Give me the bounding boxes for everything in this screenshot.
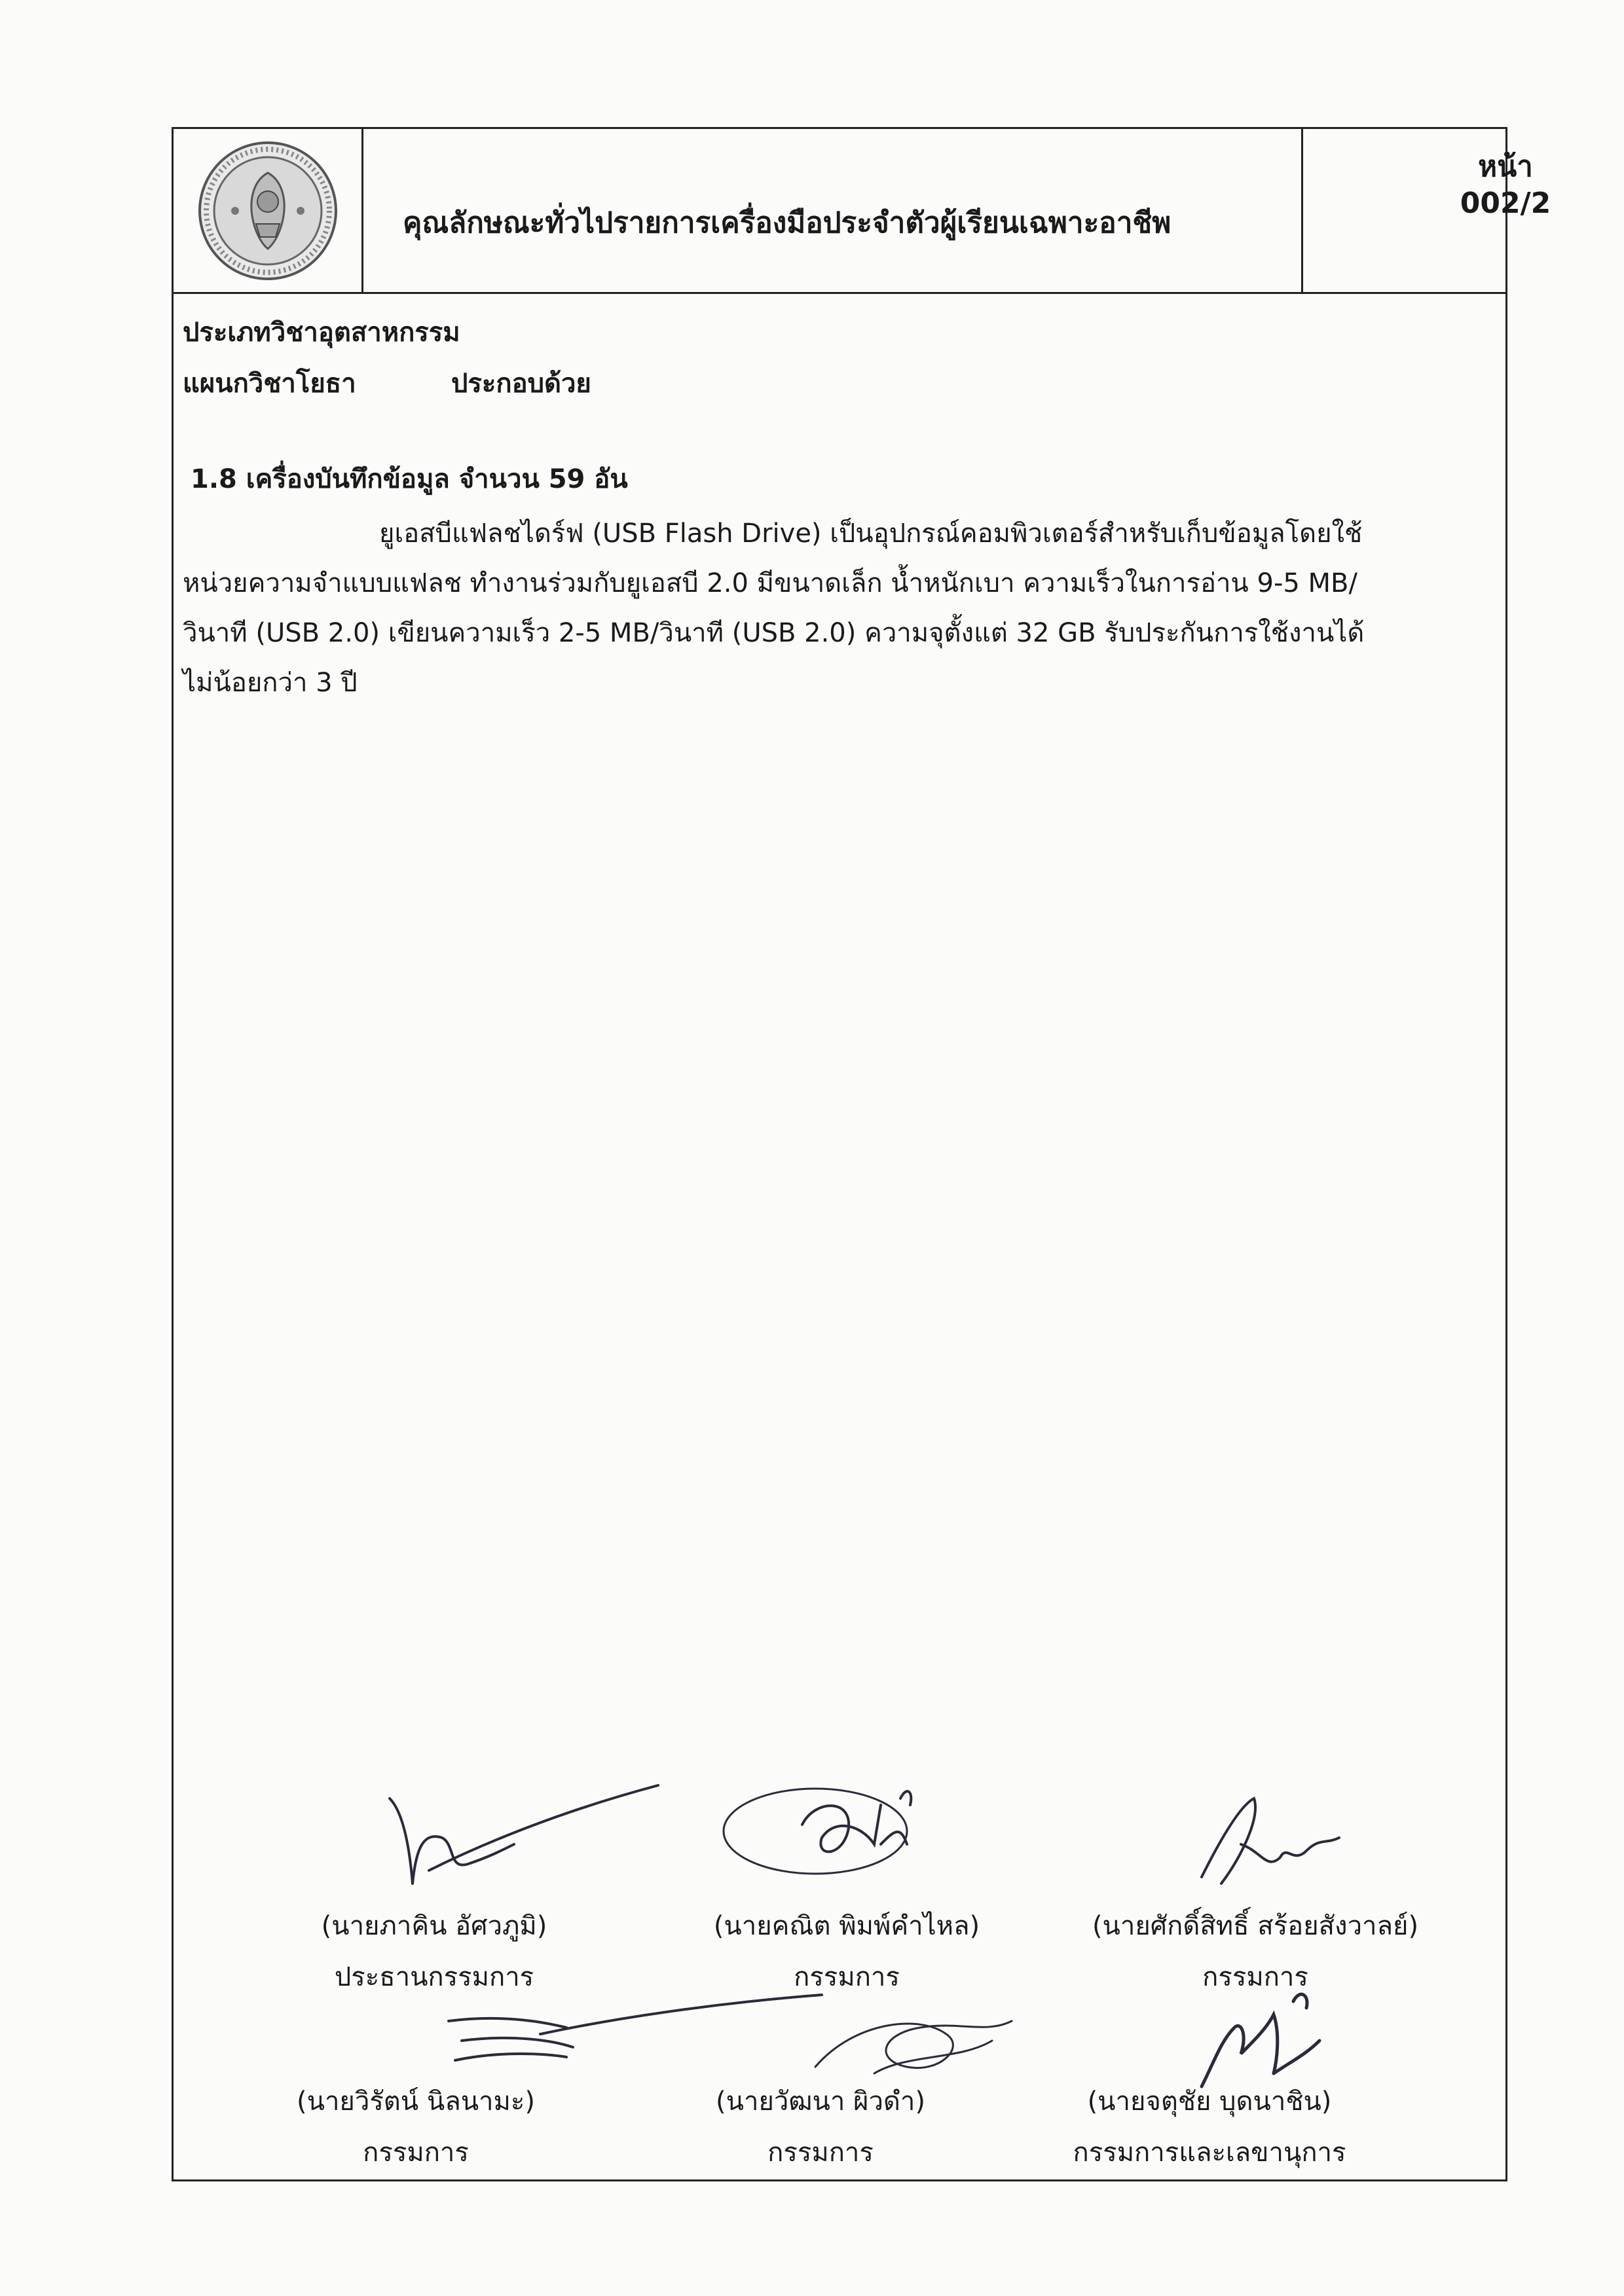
signature-mark (684, 1759, 1051, 1890)
document-frame (172, 127, 1551, 2181)
division-name: แผนกวิชาโยธา (183, 369, 356, 399)
signatory-name: (นายวิรัตน์ นิลนามะ) (297, 2086, 535, 2117)
signature-mark (1143, 1779, 1418, 1890)
page-cell (1303, 129, 1551, 292)
signatory-block (637, 2080, 1004, 2173)
description-line: หน่วยความจำแบบแฟลช ทำงานร่วมกับยูเอสบี 2.0 มีขนาดเล็ก น้ำหนักเบา ความเร็วในการอ่าน 9-5 MB/ (183, 568, 1357, 598)
signatory-name: (นายภาคิน อัศวภูมิ) (321, 1911, 547, 1941)
signatory-block (232, 2080, 599, 2173)
signatory-role: กรรมการและเลขานุการ (1073, 2138, 1346, 2168)
signatory-block (663, 1904, 1030, 1997)
page-number: 002/2 (1460, 187, 1551, 220)
title-cell (363, 129, 1303, 292)
signatory-block (251, 1904, 618, 1997)
signatory-block (1026, 2080, 1393, 2173)
page-label: หน้า (1478, 150, 1533, 183)
seal-emblem-icon (196, 139, 340, 283)
item-description (183, 509, 1460, 708)
description-line: วินาที (USB 2.0) เขียนความเร็ว 2-5 MB/วินาที (USB 2.0) ความจุตั้งแต่ 32 GB รับประกันการใช้งานได้ (183, 618, 1365, 648)
consists-of-label: ประกอบด้วย (451, 369, 591, 399)
signatory-name: (นายจตุชัย บุดนาชิน) (1087, 2086, 1332, 2117)
signatory-name: (นายวัฒนา ผิวดำ) (716, 2086, 925, 2117)
department-type: ประเภทวิชาอุตสาหกรรม (183, 318, 460, 348)
signature-mark (350, 1772, 717, 1890)
signature-mark (370, 1988, 841, 2073)
signature-mark (776, 1995, 1077, 2093)
signatory-name: (นายศักดิ์สิทธิ์ สร้อยสังวาลย์) (1092, 1911, 1419, 1941)
document-header (174, 129, 1551, 294)
document-title: คุณลักษณะทั่วไปรายการเครื่องมือประจำตัวผู้เรียนเฉพาะอาชีพ (403, 206, 1172, 240)
signatory-name: (นายคณิต พิมพ์คำไหล) (713, 1911, 980, 1941)
signatory-role: กรรมการ (794, 1962, 900, 1992)
signatory-role: กรรมการ (767, 2138, 874, 2168)
description-line: ยูเอสบีแฟลชไดร์ฟ (USB Flash Drive) เป็นอุปกรณ์คอมพิวเตอร์สำหรับเก็บข้อมูลโดยใช้ (379, 519, 1363, 549)
item-heading: 1.8 เครื่องบันทึกข้อมูล จำนวน 59 อัน (191, 464, 628, 494)
signatory-role: ประธานกรรมการ (334, 1962, 534, 1992)
signature-mark (1143, 1975, 1392, 2093)
logo-cell (174, 129, 363, 292)
description-line: ไม่น้อยกว่า 3 ปี (183, 668, 358, 698)
signatory-role: กรรมการ (363, 2138, 469, 2168)
signatory-role: กรรมการ (1202, 1962, 1308, 1992)
